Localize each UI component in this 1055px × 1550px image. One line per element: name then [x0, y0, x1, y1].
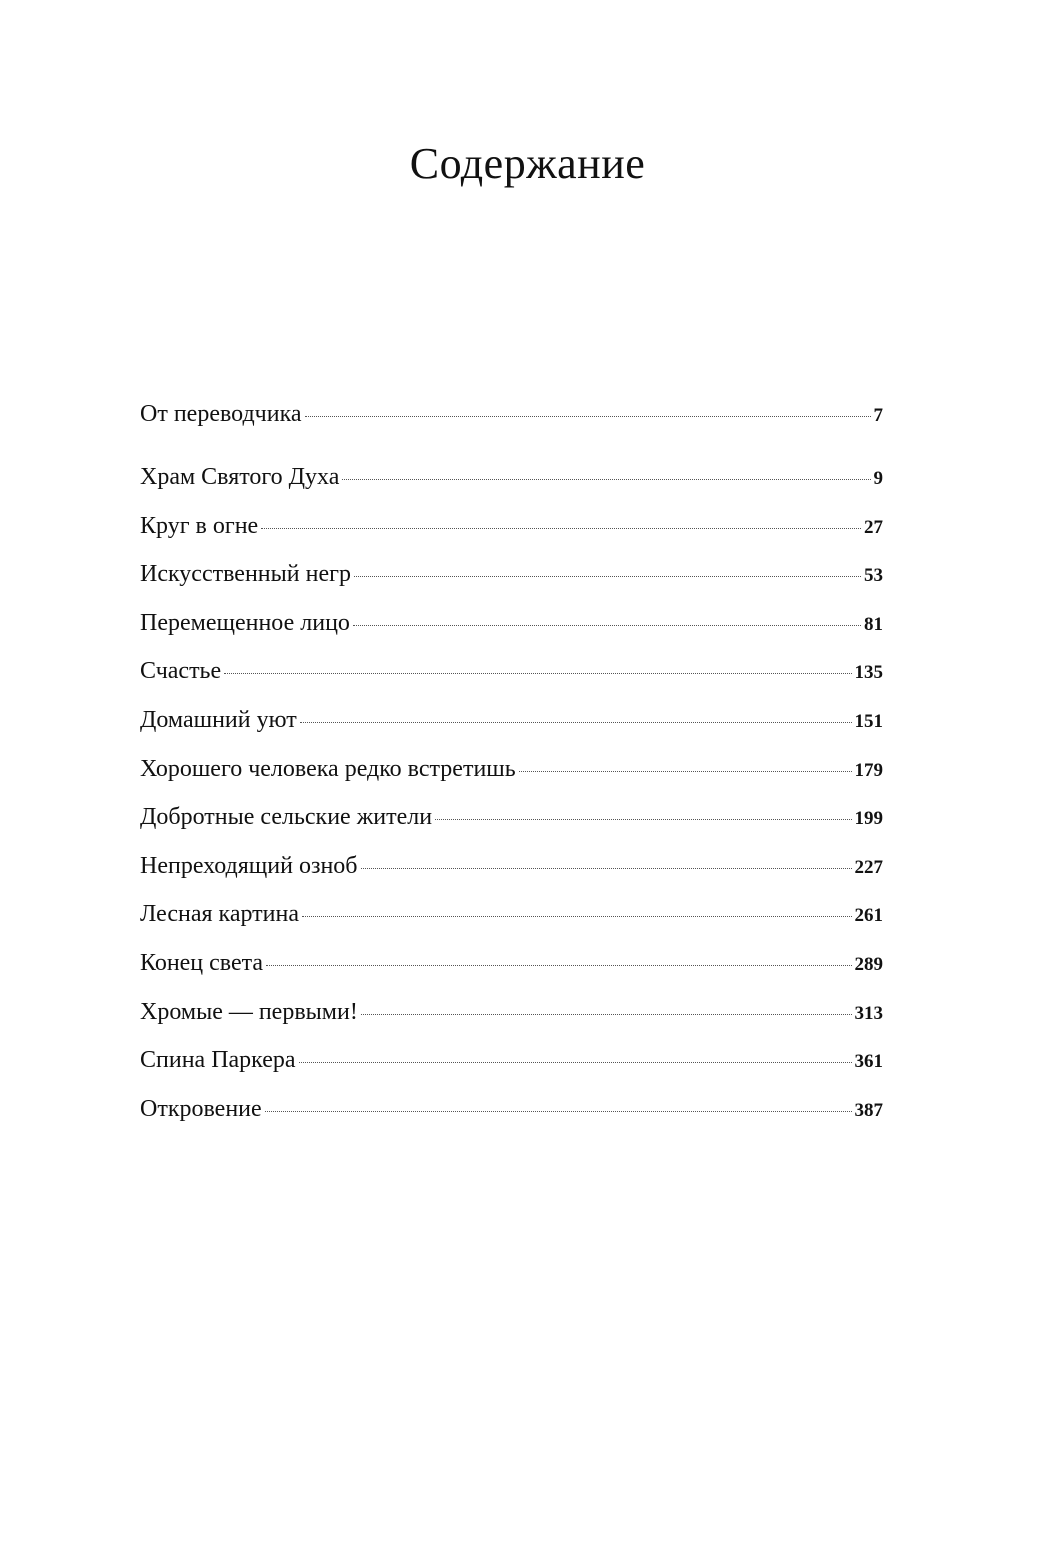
toc-leader-dots — [224, 673, 851, 674]
toc-entry-page-number: 313 — [854, 1002, 883, 1024]
toc-entry-page-number: 151 — [854, 710, 883, 732]
toc-entry-title: Спина Паркера — [140, 1047, 296, 1074]
toc-leader-dots — [305, 416, 871, 417]
toc-leader-dots — [261, 528, 861, 529]
toc-leader-dots — [353, 625, 861, 626]
toc-entry[interactable] — [140, 997, 883, 1046]
toc-entry-title: Откровение — [140, 1095, 262, 1122]
toc-entry-title: Конец света — [140, 949, 264, 976]
toc-entry-title: Храм Святого Духа — [140, 464, 340, 490]
toc-entry-title: Хорошего человека редко встретишь — [140, 755, 516, 782]
toc-entry[interactable] — [140, 851, 883, 900]
toc-entry-page-number: 7 — [873, 405, 883, 426]
toc-entry-page-number: 227 — [854, 856, 883, 878]
table-of-contents — [140, 399, 883, 1142]
toc-entry[interactable] — [140, 754, 883, 803]
toc-entry-title: Добротные сельские жители — [140, 804, 433, 831]
toc-entry[interactable] — [140, 656, 883, 705]
toc-entry[interactable] — [140, 899, 883, 948]
toc-entry-page-number: 9 — [873, 468, 883, 489]
toc-entry[interactable] — [140, 1094, 883, 1143]
toc-entry-page-number: 81 — [864, 613, 883, 635]
toc-entry-title: Счастье — [140, 658, 222, 685]
toc-entry-title: Непреходящий озноб — [140, 852, 358, 879]
toc-leader-dots — [342, 479, 870, 480]
toc-entry[interactable] — [140, 1045, 883, 1094]
toc-entry-page-number: 179 — [854, 759, 883, 781]
toc-entry-title: Перемещенное лицо — [140, 609, 350, 636]
toc-entry[interactable] — [140, 462, 883, 511]
toc-leader-dots — [300, 722, 852, 723]
toc-entry-title: Домашний уют — [140, 706, 297, 733]
toc-leader-dots — [299, 1062, 852, 1063]
toc-entry-page-number: 199 — [854, 808, 883, 830]
toc-entry-title: От переводчика — [140, 401, 302, 427]
toc-entry-title: Круг в огне — [140, 512, 259, 539]
page-title: Содержание — [409, 139, 646, 188]
toc-entry-page-number: 289 — [854, 953, 883, 975]
toc-entry-title: Лесная картина — [140, 901, 300, 928]
toc-entry[interactable] — [140, 399, 883, 462]
toc-entry[interactable] — [140, 559, 883, 608]
toc-leader-dots — [354, 576, 861, 577]
toc-entry-page-number: 135 — [854, 662, 883, 684]
toc-leader-dots — [265, 1111, 852, 1112]
toc-entry[interactable] — [140, 608, 883, 657]
toc-leader-dots — [435, 819, 851, 820]
toc-leader-dots — [266, 965, 851, 966]
toc-leader-dots — [519, 771, 852, 772]
toc-leader-dots — [302, 916, 851, 917]
toc-entry-page-number: 27 — [864, 516, 883, 538]
toc-entry[interactable] — [140, 948, 883, 997]
toc-entry-title: Хромые — первыми! — [140, 998, 358, 1025]
toc-entry[interactable] — [140, 802, 883, 851]
toc-entry-page-number: 387 — [854, 1099, 883, 1121]
toc-leader-dots — [361, 1014, 852, 1015]
toc-entry-title: Искусственный негр — [140, 561, 351, 588]
toc-entry-page-number: 53 — [864, 565, 883, 587]
toc-entry-page-number: 361 — [854, 1051, 883, 1073]
toc-leader-dots — [361, 868, 852, 869]
toc-entry[interactable] — [140, 511, 883, 560]
toc-entry-page-number: 261 — [854, 905, 883, 927]
toc-entry[interactable] — [140, 705, 883, 754]
